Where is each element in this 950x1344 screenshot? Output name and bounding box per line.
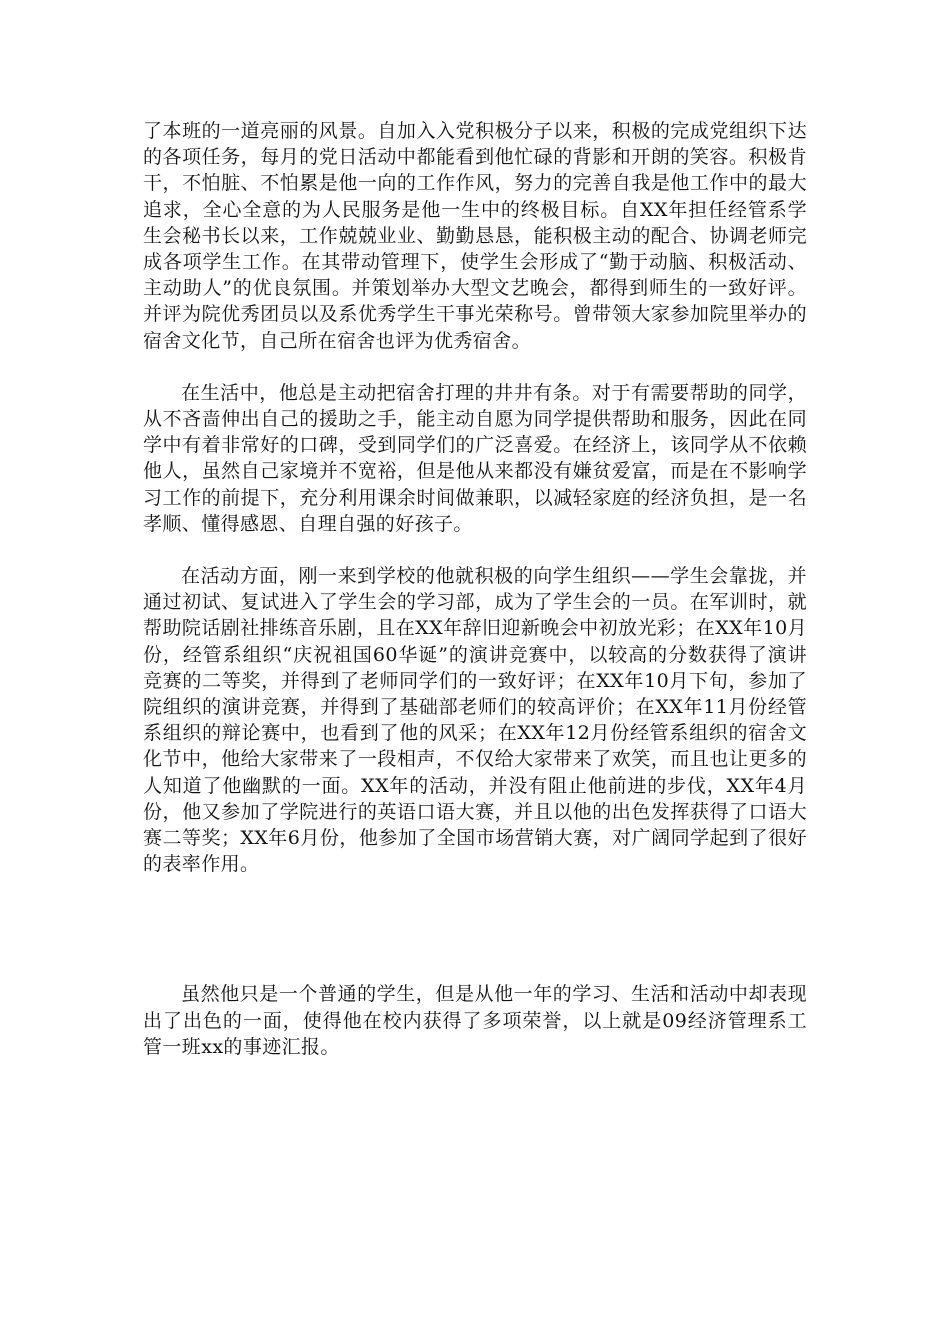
paragraph-conclusion: 虽然他只是一个普通的学生，但是从他一年的学习、生活和活动中却表现出了出色的一面，使得他在校内获得了多项荣誉，以上就是09经济管理系工管一班xx的事迹汇报。: [143, 983, 807, 1058]
paragraph-activities: 在活动方面，刚一来到学校的他就积极的向学生组织——学生会靠拢，并通过初试、复试进入了学生会的学习部，成为了学生会的一员。在军训时，就帮助院话剧社排练音乐剧，且在XX年辞旧迎新晚会中初放光彩；在XX年10月份，经管系组织“庆祝祖国60华诞”的演讲竞赛中，以较高的分数获得了演讲竞赛的二等奖，并得到了老师同学们的一致好评；在XX年10月下旬，参加了院组织的演讲竞赛，并得到了基础部老师们的较高评价；在XX年11月份经管系组织的辩论赛中，也看到了他的风采；在XX年12月份经管系组织的宿舍文化节中，他给大家带来了一段相声，不仅给大家带来了欢笑，而且也让更多的人知道了他幽默的一面。XX年的活动，并没有阻止他前进的步伐，XX年4月份，他又参加了学院进行的英语口语大赛，并且以他的出色发挥获得了口语大赛二等奖；XX年6月份，他参加了全国市场营销大赛，对广阔同学起到了很好的表率作用。: [143, 565, 807, 876]
paragraph-daily-life: 在生活中，他总是主动把宿舍打理的井井有条。对于有需要帮助的同学，从不吝啬伸出自己的援助之手，能主动自愿为同学提供帮助和服务，因此在同学中有着非常好的口碑，受到同学们的广泛喜爱。在经济上，该同学从不依赖他人，虽然自己家境并不宽裕，但是他从来都没有嫌贫爱富，而是在不影响学习工作的前提下，充分利用课余时间做兼职，以减轻家庭的经济负担，是一名孝顺、懂得感恩、自理自强的好孩子。: [143, 381, 807, 535]
document-body: [143, 118, 807, 1060]
paragraph-party-work: 了本班的一道亮丽的风景。自加入入党积极分子以来，积极的完成党组织下达的各项任务，每月的党日活动中都能看到他忙碌的背影和开朗的笑容。积极肯干，不怕脏、不怕累是他一向的工作作风，努力的完善自我是他工作中的最大追求，全心全意的为人民服务是他一生中的终极目标。自XX年担任经管系学生会秘书长以来，工作兢兢业业、勤勤恳恳，能积极主动的配合、协调老师完成各项学生工作。在其带动管理下，使学生会形成了“勤于动脑、积极活动、主动助人”的优良氛围。并策划举办大型文艺晚会，都得到师生的一致好评。并评为院优秀团员以及系优秀学生干事光荣称号。曾带领大家参加院里举办的宿舍文化节，自己所在宿舍也评为优秀宿舍。: [143, 120, 807, 352]
